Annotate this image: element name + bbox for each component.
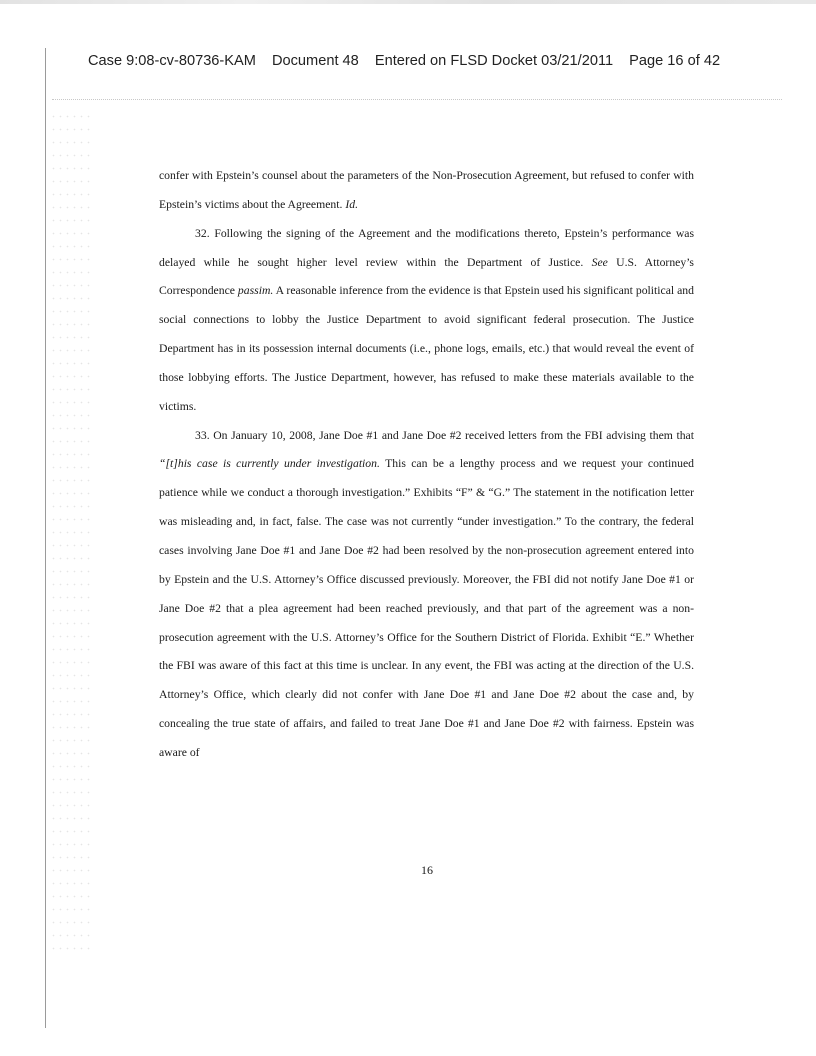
document-body (159, 162, 694, 768)
text-run: 32. Following the signing of the Agreement and the modifications thereto, Epstein’s performance was delayed while he sought higher level review within the Department of Justice. (159, 226, 694, 269)
paragraph-32 (159, 220, 694, 422)
scan-top-edge (0, 0, 816, 4)
italic-text: “[t]his case is currently under investigation. (159, 457, 380, 471)
docket-header (88, 53, 748, 69)
header-divider (52, 99, 782, 101)
italic-text: passim. (237, 284, 274, 298)
text-run: 33. On January 10, 2008, Jane Doe #1 and Jane Doe #2 received letters from the FBI advising them that (195, 428, 694, 442)
text-run: A reasonable inference from the evidence is that Epstein used his significant political and social connections to lobby the Justice Department to avoid significant federal prosecution. The Justice Department has in its possession internal documents (i.e., phone logs, emails, etc.) that would reveal the event of those lobbying efforts. The Justice Department, however, has refused to make these materials available to the victims. (159, 284, 694, 413)
scan-noise (50, 110, 90, 960)
text-run: U.S. Attorney’s Correspondence (159, 255, 694, 298)
paragraph-continuation (159, 162, 694, 220)
text-run: This can be a lengthy process and we request your continued patience while we conduct a thorough investigation.” Exhibits “F” & “G.” The statement in the notification letter was misleading and, in fact, false. The case was not currently “under investigation.” To the contrary, the federal cases involving Jane Doe #1 and Jane Doe #2 had been resolved by the non-prosecution agreement entered into by Epstein and the U.S. Attorney’s Office discussed previously. Moreover, the FBI did not notify Jane Doe #1 or Jane Doe #2 that a plea agreement had been reached previously, and that part of the agreement was a non-prosecution agreement with the U.S. Attorney’s Office for the Southern District of Florida. Exhibit “E.” Whether the FBI was aware of this fact at this time is unclear. In any event, the FBI was acting at the direction of the U.S. Attorney’s Office, which clearly did not confer with Jane Doe #1 and Jane Doe #2 about the case and, by concealing the true state of affairs, and failed to treat Jane Doe #1 and Jane Doe #2 with fairness. Epstein was aware of (159, 457, 694, 759)
header-page-count: Page 16 of 42 (629, 53, 721, 69)
left-margin-line (45, 48, 46, 1028)
italic-text: See (591, 255, 608, 269)
header-document-number: Document 48 (271, 53, 359, 69)
header-case-number: Case 9:08-cv-80736-KAM (88, 53, 256, 69)
italic-text: Id. (345, 197, 358, 211)
header-entered-date: Entered on FLSD Docket 03/21/2011 (374, 53, 614, 69)
paragraph-33 (159, 422, 694, 768)
page-number: 16 (421, 863, 433, 877)
text-run: confer with Epstein’s counsel about the parameters of the Non-Prosecution Agreement, but refused to confer with Epstein’s victims about the Agreement. (159, 169, 694, 211)
